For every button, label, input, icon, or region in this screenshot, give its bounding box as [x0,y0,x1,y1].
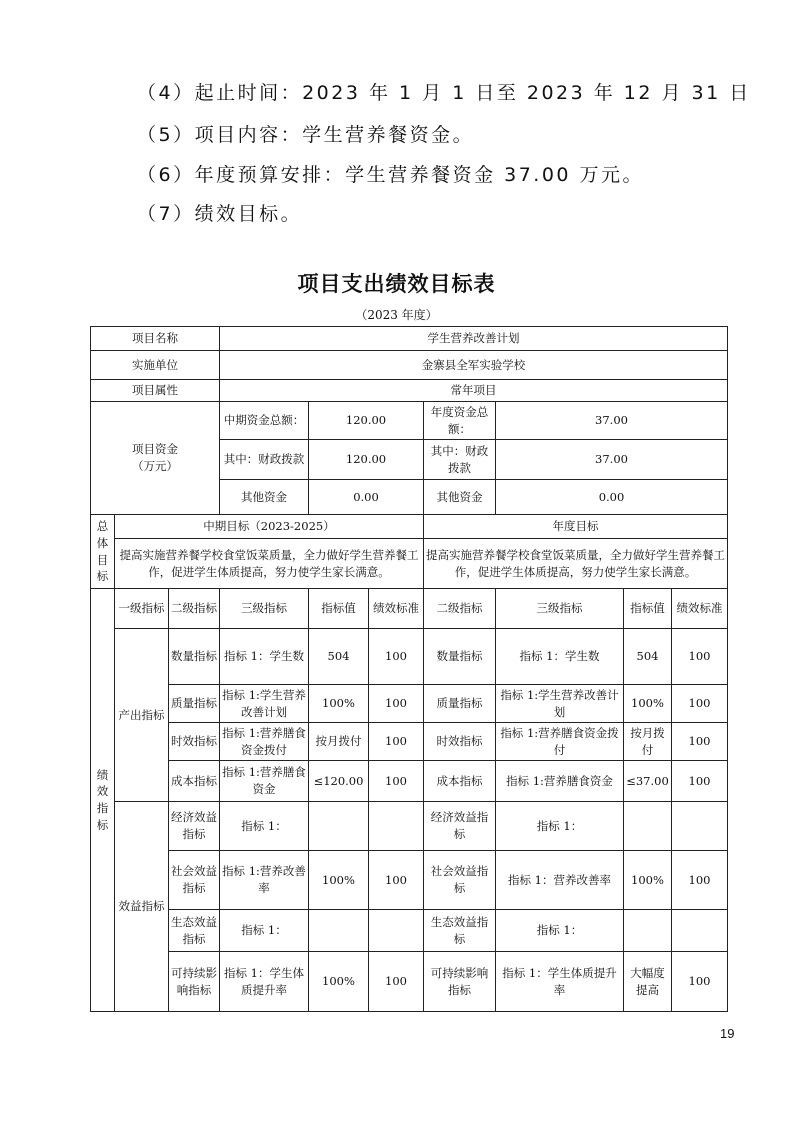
cell-standard: 100 [369,723,424,761]
indicators-label: 绩效指标 [91,589,115,1012]
cell-l3: 指标 1： [220,802,309,851]
cell-value-year: 100% [624,851,672,910]
cell-value: 100% [309,952,369,1012]
mid-total-label: 中期资金总额： [220,402,309,440]
header-level3-year: 三级指标 [496,589,624,629]
row-project-attr [91,380,728,402]
cell-l2-year: 生态效益指标 [424,910,496,952]
project-attr-value: 常年项目 [220,380,728,402]
cell-l2-year: 成本指标 [424,761,496,802]
cell-l2-year: 时效指标 [424,723,496,761]
cell-l2-year: 质量指标 [424,685,496,723]
row-goals-header [91,515,728,539]
project-unit-value: 金寨县全军实验学校 [220,351,728,380]
project-name-value: 学生营养改善计划 [220,327,728,351]
cell-value-year: ≤37.00 [624,761,672,802]
paragraph-time-range: （4）起止时间：2023 年 1 月 1 日至 2023 年 12 月 31 日 [137,82,751,104]
cell-l2-year: 可持续影响指标 [424,952,496,1012]
cell-standard-year [672,802,728,851]
cell-standard: 100 [369,761,424,802]
output-label: 产出指标 [115,629,169,802]
performance-table [90,326,728,1012]
cell-l2: 成本指标 [169,761,220,802]
cell-standard-year: 100 [672,761,728,802]
table-row [91,910,728,952]
table-row [91,723,728,761]
cell-l2-year: 经济效益指标 [424,802,496,851]
row-project-name [91,327,728,351]
cell-standard: 100 [369,629,424,685]
cell-value-year: 按月拨付 [624,723,672,761]
cell-l3-year: 指标 1： [496,802,624,851]
cell-value: ≤120.00 [309,761,369,802]
header-level3: 三级指标 [220,589,309,629]
header-value: 指标值 [309,589,369,629]
cell-value: 100% [309,851,369,910]
table-row [91,851,728,910]
cell-l2-year: 数量指标 [424,629,496,685]
page-number: 19 [720,1026,735,1041]
cell-standard-year: 100 [672,685,728,723]
cell-l2: 社会效益指标 [169,851,220,910]
cell-l3: 指标 1:营养膳食资金拨付 [220,723,309,761]
cell-l3-year: 指标 1：学生体质提升率 [496,952,624,1012]
cell-value-year [624,802,672,851]
goals-label: 总体目标 [91,515,115,589]
paragraph-goal: （7）绩效目标。 [137,203,303,225]
table-row [91,629,728,685]
row-goals-text [91,539,728,589]
year-other-value: 0.00 [496,480,728,515]
cell-l2: 经济效益指标 [169,802,220,851]
cell-standard [369,802,424,851]
mid-other-value: 0.00 [309,480,424,515]
cell-l3-year: 指标 1：营养改善率 [496,851,624,910]
cell-l2: 质量指标 [169,685,220,723]
cell-l2: 时效指标 [169,723,220,761]
cell-l3: 指标 1： [220,910,309,952]
cell-value: 504 [309,629,369,685]
year-fiscal-value: 37.00 [496,440,728,480]
goals-mid-text: 提高实施营养餐学校食堂饭菜质量，全力做好学生营养餐工作，促进学生体质提高，努力使学生家长满意。 [115,539,424,589]
cell-value-year: 100% [624,685,672,723]
cell-l3: 指标 1:学生营养改善计划 [220,685,309,723]
mid-total-value: 120.00 [309,402,424,440]
mid-other-label: 其他资金 [220,480,309,515]
table-row [91,952,728,1012]
year-total-value: 37.00 [496,402,728,440]
cell-standard-year: 100 [672,629,728,685]
cell-value-year: 504 [624,629,672,685]
cell-standard: 100 [369,952,424,1012]
goals-year-text: 提高实施营养餐学校食堂饭菜质量，全力做好学生营养餐工作，促进学生体质提高，努力使学生家长满意。 [424,539,728,589]
cell-value [309,802,369,851]
table-row [91,761,728,802]
goals-year-header: 年度目标 [424,515,728,539]
cell-value: 按月拨付 [309,723,369,761]
table-row [91,802,728,851]
table-title: 项目支出绩效目标表 [297,272,496,296]
project-funds-label: 项目资金 （万元） [91,402,220,515]
year-total-label: 年度资金总额： [424,402,496,440]
cell-l2-year: 社会效益指标 [424,851,496,910]
cell-l3: 指标 1：学生数 [220,629,309,685]
header-level2-year: 二级指标 [424,589,496,629]
header-level1: 一级指标 [115,589,169,629]
year-fiscal-label: 其中：财政拨款 [424,440,496,480]
paragraph-content: （5）项目内容：学生营养餐资金。 [137,124,475,146]
paragraph-budget: （6）年度预算安排：学生营养餐资金 37.00 万元。 [137,164,645,186]
cell-l3: 指标 1：学生体质提升率 [220,952,309,1012]
cell-standard-year: 100 [672,952,728,1012]
row-indicator-headers [91,589,728,629]
cell-standard [369,910,424,952]
goals-mid-header: 中期目标（2023-2025） [115,515,424,539]
cell-standard-year [672,910,728,952]
mid-fiscal-value: 120.00 [309,440,424,480]
cell-standard-year: 100 [672,723,728,761]
year-other-label: 其他资金 [424,480,496,515]
cell-l3: 指标 1:营养改善率 [220,851,309,910]
row-project-unit [91,351,728,380]
cell-l3-year: 指标 1： [496,910,624,952]
cell-l2: 生态效益指标 [169,910,220,952]
table-row [91,685,728,723]
header-standard-year: 绩效标准 [672,589,728,629]
row-funds-total [91,402,728,440]
cell-l3-year: 指标 1:学生营养改善计划 [496,685,624,723]
project-unit-label: 实施单位 [91,351,220,380]
cell-l3-year: 指标 1：学生数 [496,629,624,685]
cell-standard: 100 [369,851,424,910]
cell-l3: 指标 1:营养膳食资金 [220,761,309,802]
project-name-label: 项目名称 [91,327,220,351]
cell-standard: 100 [369,685,424,723]
cell-l3-year: 指标 1:营养膳食资金 [496,761,624,802]
cell-value-year [624,910,672,952]
header-standard: 绩效标准 [369,589,424,629]
benefit-label: 效益指标 [115,802,169,1012]
cell-l2: 可持续影响指标 [169,952,220,1012]
cell-l3-year: 指标 1:营养膳食资金拨付 [496,723,624,761]
table-year: （2023 年度） [355,308,438,322]
mid-fiscal-label: 其中：财政拨款 [220,440,309,480]
header-level2: 二级指标 [169,589,220,629]
cell-value [309,910,369,952]
cell-value-year: 大幅度提高 [624,952,672,1012]
cell-l2: 数量指标 [169,629,220,685]
project-attr-label: 项目属性 [91,380,220,402]
cell-standard-year: 100 [672,851,728,910]
header-value-year: 指标值 [624,589,672,629]
cell-value: 100% [309,685,369,723]
